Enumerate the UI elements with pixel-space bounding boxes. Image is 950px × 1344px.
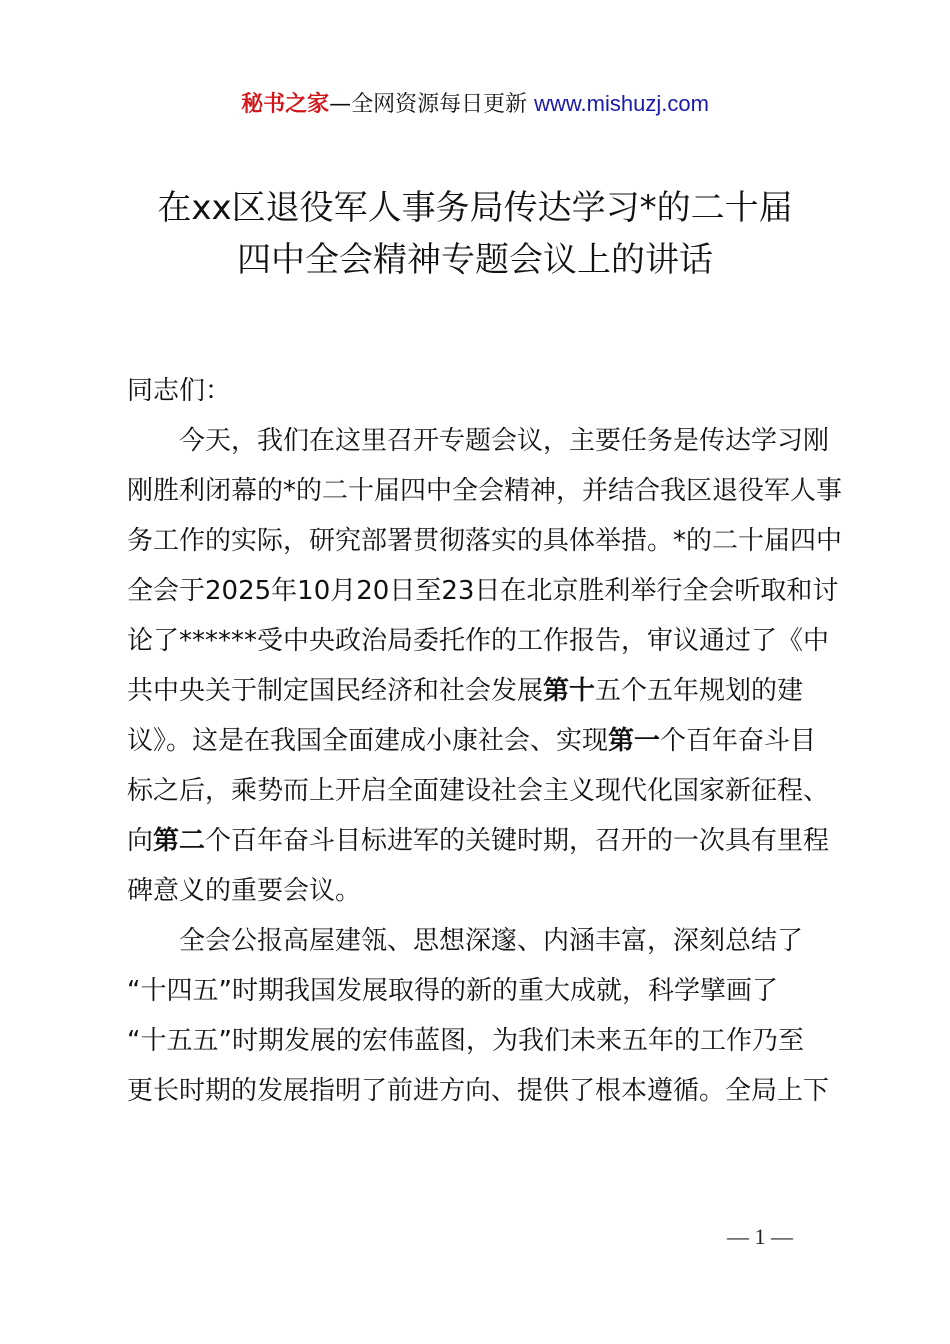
p1-line: 全会于2025年10月20日至23日在北京胜利举行全会听取和讨 (127, 576, 839, 606)
p2-line: 全会公报高屋建瓴、思想深邃、内涵丰富，深刻总结了 (179, 926, 804, 956)
text-run: 向 (127, 826, 154, 856)
title-line-2: 四中全会精神专题会议上的讲话 (237, 240, 713, 280)
header-tagline: —全网资源每日更新 (329, 92, 535, 117)
p2-line: 更长时期的发展指明了前进方向、提供了根本遵循。全局上下 (127, 1076, 830, 1106)
salutation: 同志们： (127, 376, 232, 406)
brand-name: 秘书之家 (241, 92, 330, 117)
text-run: 个百年奋斗目 (660, 726, 817, 756)
bold-text: 第一 (608, 726, 661, 756)
p1-line: 务工作的实际，研究部署贯彻落实的具体举措。*的二十届四中 (127, 526, 843, 556)
document-title (100, 182, 850, 286)
p1-line (127, 716, 833, 766)
paragraph-1 (127, 416, 843, 916)
bold-text: 第二 (153, 826, 206, 856)
p1-line (127, 666, 833, 716)
page-number: — 1 — (727, 1224, 793, 1249)
p2-line: “十四五”时期我国发展取得的新的重大成就，科学擘画了 (127, 976, 778, 1006)
text-run: 共中央关于制定国民经济和社会发展 (127, 676, 544, 706)
site-header (0, 88, 950, 121)
paragraph-2 (127, 916, 833, 1116)
site-url-link[interactable]: www.mishuzj.com (534, 91, 709, 116)
text-run: 五个五年规划的建 (595, 676, 804, 706)
document-body (127, 366, 843, 1116)
text-run: 议》。这是在我国全面建成小康社会、实现 (127, 726, 609, 756)
text-run: 个百年奋斗目标进军的关键时期，召开的一次具有里程 (205, 826, 830, 856)
p1-line: 刚胜利闭幕的*的二十届四中全会精神，并结合我区退役军人事 (127, 476, 843, 506)
p1-line: 今天，我们在这里召开专题会议，主要任务是传达学习刚 (179, 426, 830, 456)
p2-line: “十五五”时期发展的宏伟蓝图，为我们未来五年的工作乃至 (127, 1026, 804, 1056)
p1-line: 标之后，乘势而上开启全面建设社会主义现代化国家新征程、 (127, 776, 830, 806)
bold-text: 第十 (543, 676, 596, 706)
p1-line: 碑意义的重要会议。 (127, 876, 362, 906)
title-line-1: 在xx区退役军人事务局传达学习*的二十届 (157, 188, 793, 228)
p1-line: 论了******受中央政治局委托作的工作报告，审议通过了《中 (127, 626, 830, 656)
p1-line (127, 816, 833, 866)
